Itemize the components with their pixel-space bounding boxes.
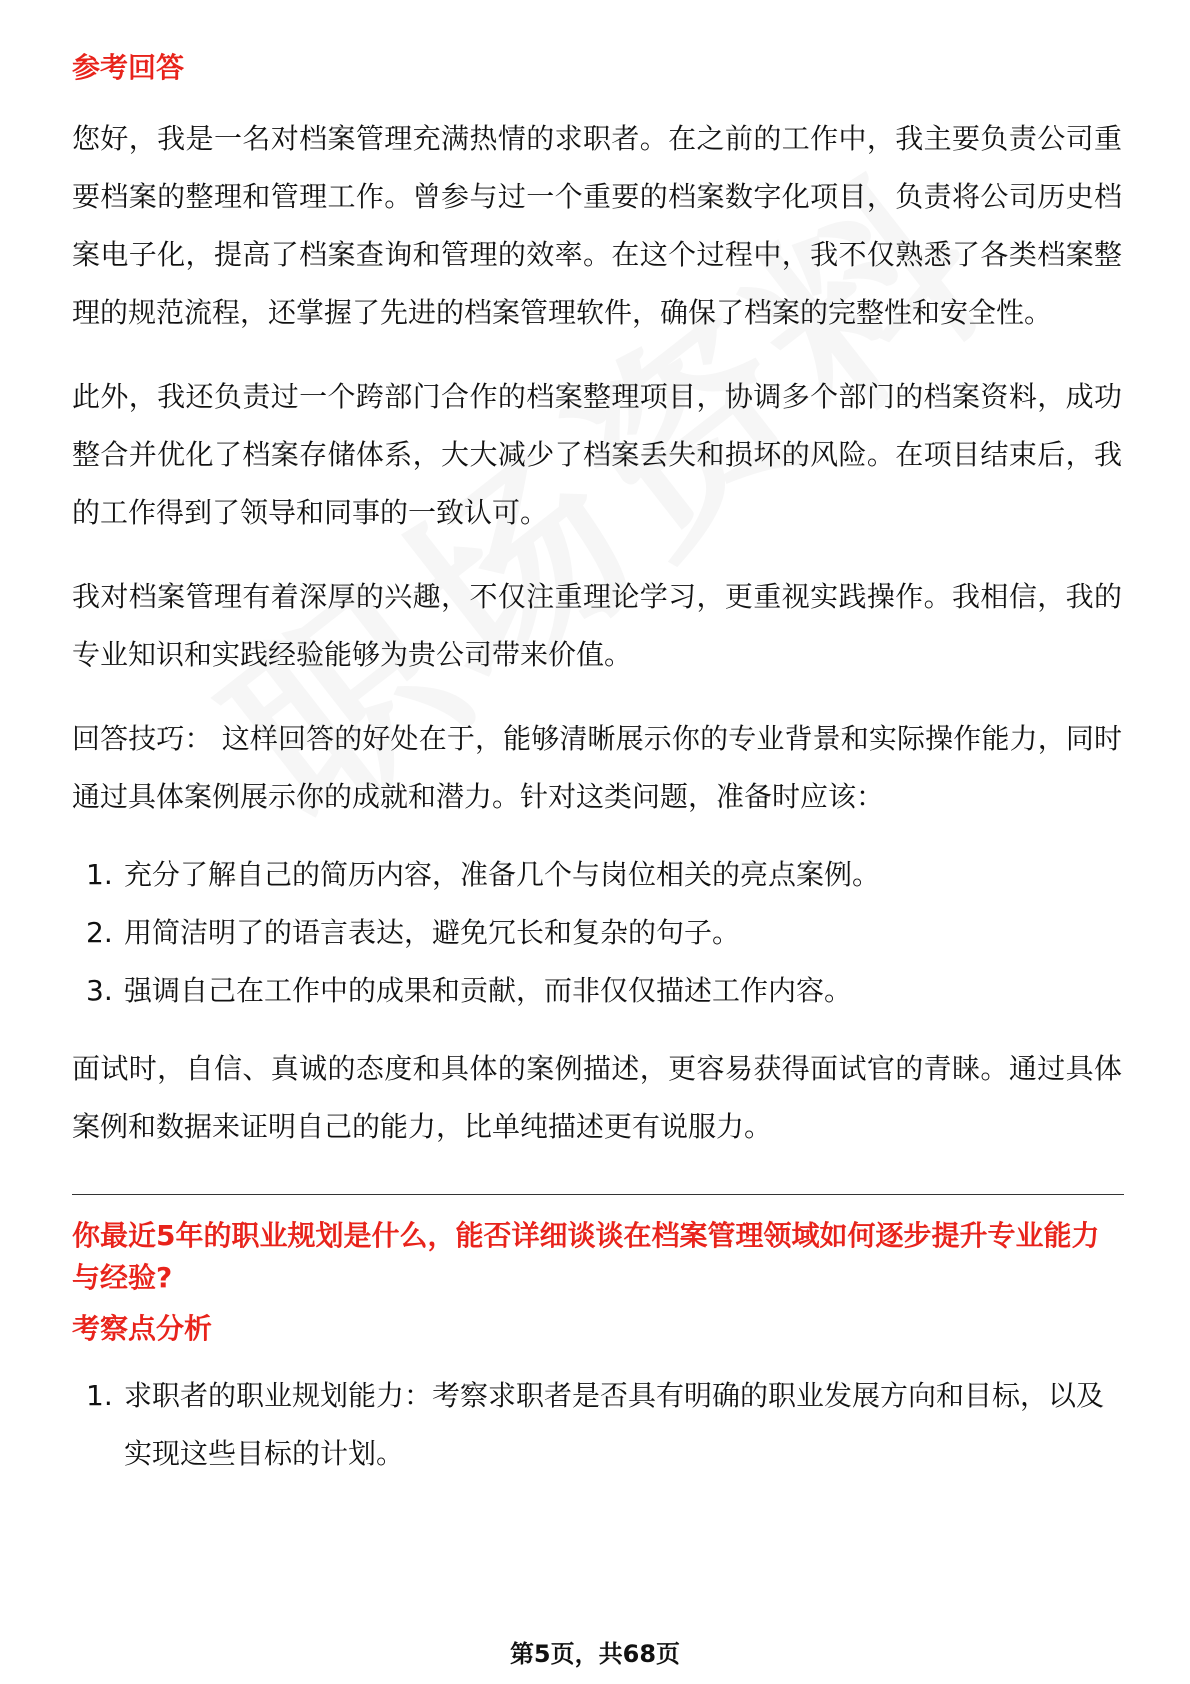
page-content bbox=[72, 48, 1122, 1483]
list-item bbox=[72, 846, 1122, 904]
answer-paragraph-3: 我对档案管理有着深厚的兴趣，不仅注重理论学习，更重视实践操作。我相信，我的专业知识和实践经验能够为贵公司带来价值。 bbox=[72, 580, 1122, 671]
analysis-heading: 考察点分析 bbox=[72, 1312, 213, 1345]
question-title: 你最近5年的职业规划是什么，能否详细谈谈在档案管理领域如何逐步提升专业能力与经验? bbox=[72, 1219, 1100, 1294]
list-number: 1. bbox=[86, 858, 113, 891]
reference-answer-heading: 参考回答 bbox=[72, 51, 185, 84]
list-number: 1. bbox=[86, 1379, 113, 1412]
answer-paragraph-1: 您好，我是一名对档案管理充满热情的求职者。在之前的工作中，我主要负责公司重要档案的整理和管理工作。曾参与过一个重要的档案数字化项目，负责将公司历史档案电子化，提高了档案查询和管理的效率。在这个过程中，我不仅熟悉了各类档案整理的规范流程，还掌握了先进的档案管理软件，确保了档案的完整性和安全性。 bbox=[72, 122, 1122, 329]
tips-list bbox=[72, 846, 1122, 1020]
list-item bbox=[72, 904, 1122, 962]
list-text: 求职者的职业规划能力：考察求职者是否具有明确的职业发展方向和目标，以及实现这些目标的计划。 bbox=[124, 1379, 1105, 1470]
list-item bbox=[72, 962, 1122, 1020]
tips-closing: 面试时，自信、真诚的态度和具体的案例描述，更容易获得面试官的青睐。通过具体案例和数据来证明自己的能力，比单纯描述更有说服力。 bbox=[72, 1052, 1122, 1143]
tips-intro: 回答技巧： 这样回答的好处在于，能够清晰展示你的专业背景和实际操作能力，同时通过具体案例展示你的成就和潜力。针对这类问题，准备时应该： bbox=[72, 722, 1122, 813]
list-text: 强调自己在工作中的成果和贡献，而非仅仅描述工作内容。 bbox=[124, 974, 853, 1007]
list-item bbox=[72, 1367, 1122, 1483]
list-text: 用简洁明了的语言表达，避免冗长和复杂的句子。 bbox=[124, 916, 741, 949]
answer-paragraph-2: 此外，我还负责过一个跨部门合作的档案整理项目，协调多个部门的档案资料，成功整合并优化了档案存储体系，大大减少了档案丢失和损坏的风险。在项目结束后，我的工作得到了领导和同事的一致认可。 bbox=[72, 380, 1122, 529]
list-number: 3. bbox=[86, 974, 113, 1007]
page-number: 第5页，共68页 bbox=[509, 1640, 681, 1668]
analysis-list bbox=[72, 1367, 1122, 1483]
list-number: 2. bbox=[86, 916, 113, 949]
list-text: 充分了解自己的简历内容，准备几个与岗位相关的亮点案例。 bbox=[124, 858, 881, 891]
